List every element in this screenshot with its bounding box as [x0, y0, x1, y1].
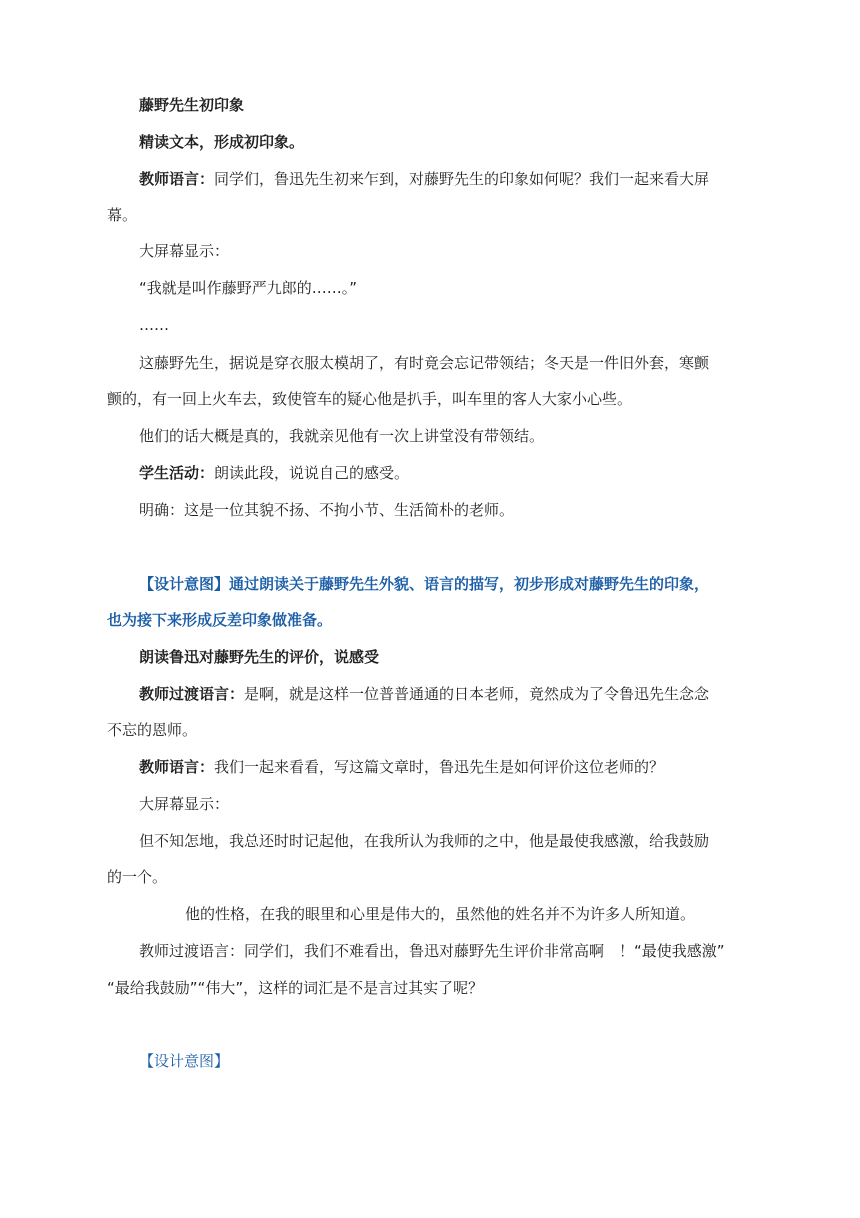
- excerpt-paragraph-line-2: 颤的，有一回上火车去，致使管车的疑心他是扒手，叫车里的客人大家小心些。: [107, 390, 633, 408]
- quote-line: “我就是叫作藤野严九郎的……。”: [139, 279, 358, 297]
- design-intent-line-1: 【设计意图】通过朗读关于藤野先生外貌、语言的描写，初步形成对藤野先生的印象，: [139, 575, 710, 593]
- excerpt-paragraph-line-1: 这藤野先生，据说是穿衣服太模胡了，有时竟会忘记带领结；冬天是一件旧外套，寒颤: [139, 354, 710, 372]
- section-heading-first-impression: 藤野先生初印象: [139, 96, 245, 114]
- section-heading-evaluation: 朗读鲁迅对藤野先生的评价，说感受: [139, 648, 380, 666]
- paragraph-continuation: 不忘的恩师。: [107, 721, 198, 739]
- ellipsis-line: ……: [139, 316, 169, 334]
- quote-paragraph-line-1: 但不知怎地，我总还时时记起他，在我所认为我师的之中，他是最使我感激，给我鼓励: [139, 832, 710, 850]
- paragraph-text: 同学们，鲁迅先生初来乍到，对藤野先生的印象如何呢？我们一起来看大屏: [214, 170, 710, 188]
- screen-display-label-1: 大屏幕显示：: [139, 242, 230, 260]
- paragraph-text: 是啊，就是这样一位普普通通的日本老师，竟然成为了令鲁迅先生念念: [244, 685, 710, 703]
- paragraph-teacher-language-1: [139, 168, 709, 190]
- paragraph-teacher-transition-1: [139, 683, 709, 705]
- paragraph-text: 我们一起来看看，写这篇文章时，鲁迅先生是如何评价这位老师的？: [214, 758, 665, 776]
- paragraph-teacher-language-2: [139, 756, 664, 778]
- teacher-transition-paragraph-line-1: 教师过渡语言：同学们，我们不难看出，鲁迅对藤野先生评价非常高啊 ！“最使我感激”: [139, 942, 725, 960]
- label-student-activity: 学生活动：: [139, 464, 215, 482]
- quote-paragraph-line-2: 的一个。: [107, 868, 168, 886]
- label-teacher-language: 教师语言：: [139, 170, 215, 188]
- activity-text: 朗读此段，说说自己的感受。: [214, 464, 410, 482]
- student-activity: [139, 462, 409, 484]
- screen-display-label-2: 大屏幕显示：: [139, 795, 230, 813]
- excerpt-paragraph: 他们的话大概是真的，我就亲见他有一次上讲堂没有带领结。: [139, 427, 545, 445]
- quote-paragraph: 他的性格，在我的眼里和心里是伟大的，虽然他的姓名并不为许多人所知道。: [185, 905, 696, 923]
- design-intent-heading: 【设计意图】: [139, 1052, 230, 1070]
- section-subheading: 精读文本，形成初印象。: [139, 133, 305, 151]
- clarification: 明确：这是一位其貌不扬、不拘小节、生活简朴的老师。: [139, 501, 515, 519]
- label-teacher-transition: 教师过渡语言：: [139, 685, 245, 703]
- design-intent-line-2: 也为接下来形成反差印象做准备。: [107, 611, 333, 629]
- paragraph-continuation: 幕。: [107, 206, 138, 224]
- label-teacher-language: 教师语言：: [139, 758, 215, 776]
- teacher-transition-paragraph-line-2: “最给我鼓励”“伟大”，这样的词汇是不是言过其实了呢？: [107, 979, 484, 997]
